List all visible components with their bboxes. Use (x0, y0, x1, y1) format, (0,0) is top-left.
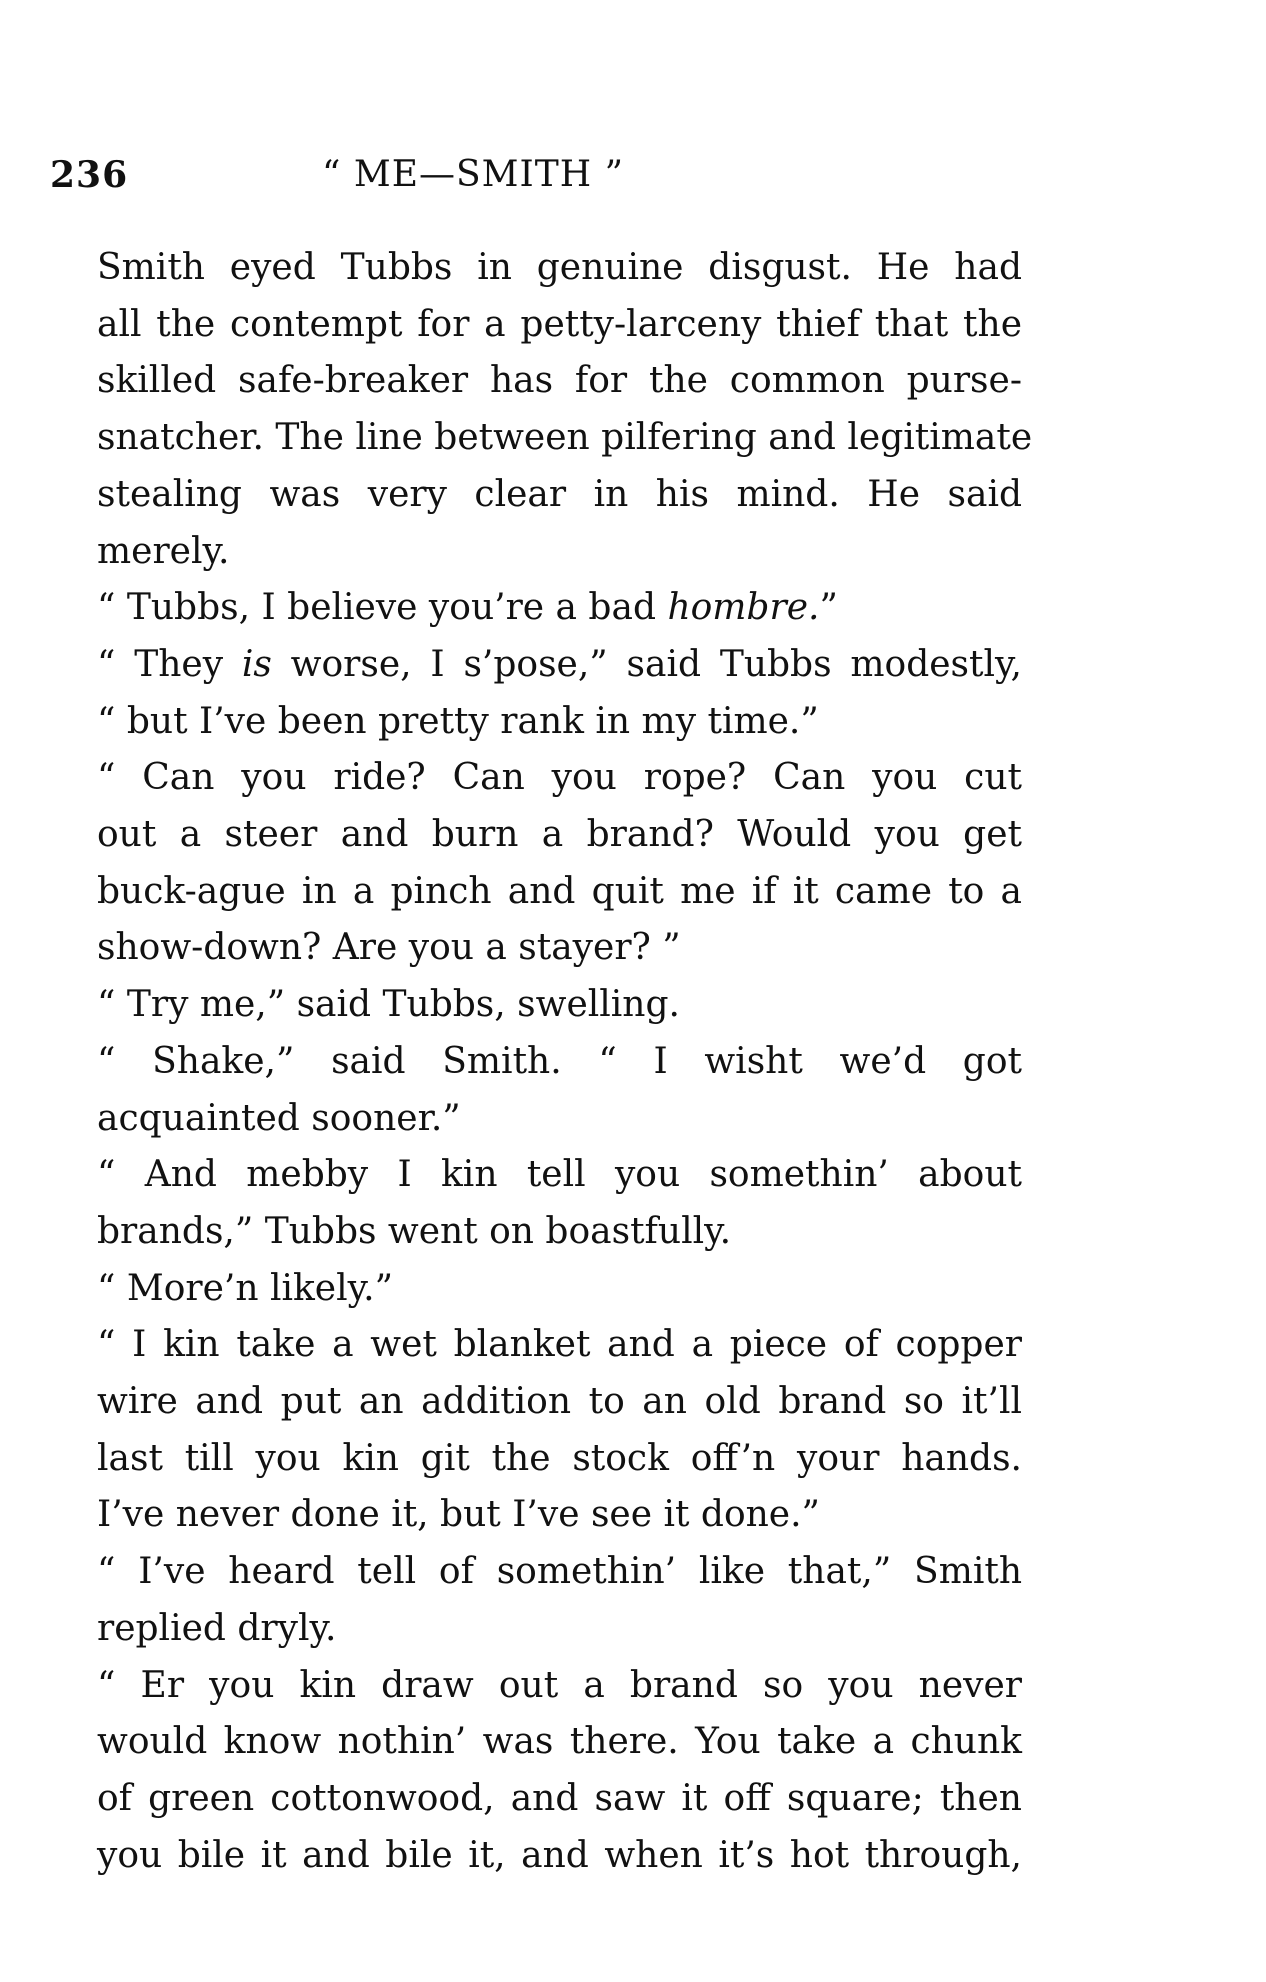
text-line: of green cottonwood, and saw it off square; then (97, 1777, 1022, 1819)
text-line: “ but I’ve been pretty rank in my time.” (97, 700, 819, 742)
text-line: acquainted sooner.” (97, 1097, 461, 1139)
text-fragment: worse, I s’pose,” said Tubbs modestly, (271, 643, 1023, 685)
text-line: “ More’n likely.” (97, 1267, 394, 1309)
paragraph (50, 1544, 1022, 1657)
italic-word: is (241, 643, 272, 685)
text-line: I’ve never done it, but I’ve see it done.” (97, 1494, 820, 1536)
text-line: out a steer and burn a brand? Would you get (97, 814, 1022, 856)
paragraph (50, 1261, 1022, 1318)
text-line: “ Try me,” said Tubbs, swelling. (97, 984, 680, 1026)
text-fragment: ” (819, 587, 838, 629)
paragraph (50, 240, 1033, 580)
text-line: “ Shake,” said Smith. “ I wisht we’d got (97, 1040, 1022, 1082)
text-line: buck-ague in a pinch and quit me if it came to a (97, 870, 1022, 912)
paragraph (50, 1147, 1022, 1260)
text-line: last till you kin git the stock off’n your hands. (97, 1437, 1022, 1479)
paragraph (50, 1658, 1022, 1885)
text-line: stealing was very clear in his mind. He said (97, 473, 1022, 515)
text-line: “ Er you kin draw out a brand so you never (97, 1664, 1022, 1706)
text-line: “ Can you ride? Can you rope? Can you cut (97, 757, 1022, 799)
text-fragment: “ They (97, 643, 242, 685)
text-line: replied dryly. (97, 1607, 337, 1649)
paragraph (50, 1317, 1022, 1544)
text-line: you bile it and bile it, and when it’s hot through, (97, 1834, 1022, 1876)
text-line: show-down? Are you a stayer? ” (97, 927, 681, 969)
text-line: all the contempt for a petty-larceny thief that the (97, 303, 1022, 345)
text-line: “ And mebby I kin tell you somethin’ about (97, 1154, 1022, 1196)
text-fragment: “ Tubbs, I believe you’re a bad (97, 587, 668, 629)
text-line: wire and put an addition to an old brand so it’ll (97, 1381, 1022, 1423)
page-number: 236 (50, 154, 129, 196)
paragraph (50, 1034, 1022, 1147)
text-line (50, 580, 1022, 637)
running-head (50, 145, 1030, 205)
running-title: “ ME—SMITH ” (322, 154, 624, 195)
paragraph (50, 977, 1022, 1034)
text-line (50, 637, 1022, 694)
text-line: merely. (97, 530, 230, 572)
text-line: skilled safe-breaker has for the common purse- (97, 360, 1022, 402)
text-line: “ I kin take a wet blanket and a piece of copper (97, 1324, 1022, 1366)
body-text (50, 240, 1033, 1884)
text-line: Smith eyed Tubbs in genuine disgust. He had (97, 247, 1022, 288)
text-line: snatcher. The line between pilfering and legitimate (97, 417, 1033, 459)
italic-word: hombre. (667, 587, 820, 629)
text-line: “ I’ve heard tell of somethin’ like that,” Smith (97, 1551, 1022, 1593)
paragraph (50, 637, 1022, 750)
paragraph (50, 580, 1022, 637)
text-line: would know nothin’ was there. You take a chunk (97, 1721, 1022, 1763)
paragraph (50, 750, 1022, 977)
text-line: brands,” Tubbs went on boastfully. (97, 1210, 732, 1252)
